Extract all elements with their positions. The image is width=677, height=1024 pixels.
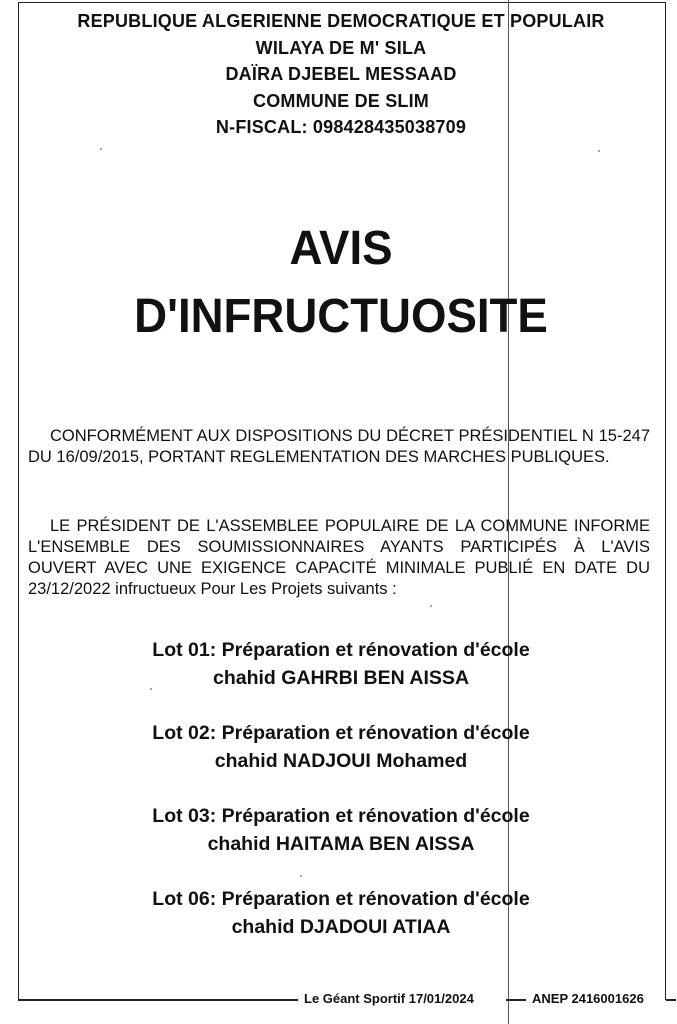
title-line-2: D'INFRUCTUOSITE (134, 290, 548, 343)
footer-rule (666, 999, 676, 1001)
decree-paragraph: CONFORMÉMENT AUX DISPOSITIONS DU DÉCRET PRÉSIDENTIEL N 15-247 DU 16/09/2015, PORTANT REGLEMENTATION DES MARCHES PUBLIQUES. (28, 427, 650, 466)
publication-credit: Le Géant Sportif 17/01/2024 (304, 991, 474, 1006)
lot-title: Lot 01: Préparation et rénovation d'école (152, 639, 530, 661)
announcement-paragraph: LE PRÉSIDENT DE L'ASSEMBLEE POPULAIRE DE LA COMMUNE INFORME L'ENSEMBLE DES SOUMISSIONNAIRES AYANTS PARTICIPÉS À L'AVIS OUVERT AVEC UNE EXIGENCE CAPACITÉ MINIMALE PUBLIÉ EN DATE DU 23/12/2022 infructueux Pour Les Projets suivants : (28, 517, 650, 598)
list-item (18, 636, 664, 692)
scan-speck (598, 150, 600, 152)
lot-subtitle: chahid DJADOUI ATIAA (231, 916, 451, 938)
publication-footer (18, 990, 664, 1010)
list-item (18, 719, 664, 775)
header-fiscal-number: N-FISCAL: 098428435038709 (215, 117, 467, 137)
notice-title (34, 215, 648, 351)
list-item (18, 802, 664, 858)
title-line-1: AVIS (289, 222, 393, 275)
header-wilaya: WILAYA DE M' SILA (255, 37, 427, 58)
scan-speck (430, 605, 432, 607)
lot-subtitle: chahid HAITAMA BEN AISSA (207, 833, 475, 855)
lot-title: Lot 03: Préparation et rénovation d'école (152, 805, 530, 827)
footer-rule (18, 999, 298, 1001)
lots-list (18, 636, 664, 968)
footer-rule (506, 999, 526, 1001)
header-daira: DAÏRA DJEBEL MESSAAD (225, 64, 457, 84)
lot-title: Lot 06: Préparation et rénovation d'école (152, 888, 530, 910)
lot-subtitle: chahid GAHRBI BEN AISSA (212, 667, 470, 689)
scan-speck (100, 148, 102, 150)
list-item (18, 885, 664, 941)
lot-subtitle: chahid NADJOUI Mohamed (214, 750, 468, 772)
header-commune: COMMUNE DE SLIM (253, 90, 429, 111)
lot-title: Lot 02: Préparation et rénovation d'école (152, 722, 530, 744)
issuer-header (18, 8, 664, 141)
anep-reference: ANEP 2416001626 (532, 991, 644, 1006)
header-republic: REPUBLIQUE ALGERIENNE DEMOCRATIQUE ET POPULAIR (77, 11, 605, 31)
